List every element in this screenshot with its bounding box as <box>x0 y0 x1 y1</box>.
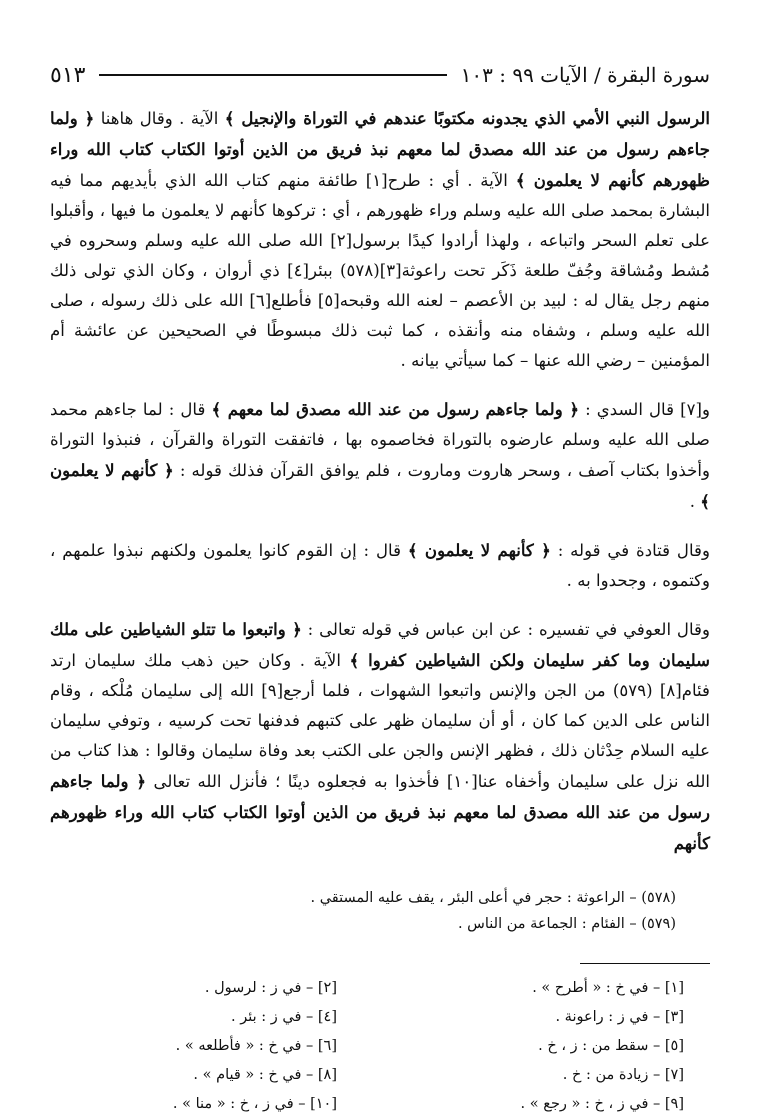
paragraph-text: قال : إن القوم كانوا يعلمون ولكنهم نبذوا علمهم ، وكتموه ، وجحدوا به . <box>50 541 710 590</box>
paragraph-text: الآية . وكان حين ذهب ملك سليمان ارتد فئام[٨] (٥٧٩) من الجن والإنس واتبعوا الشهوات ، فلما أرجع[٩] الله إلى سليمان مُلْكه ، وقام الناس على الدين كما كان ، أو أن سليمان ظهر على كتبهم فدفنها تحت كرسيه ، وتوفي سليمان عليه السلام حِدْثان ذلك ، فظهر الإنس والجن على الكتب بعد وفاة سليمان وقالوا : هذا كتاب من الله نزل على سليمان وأخفاه عنا[١٠] فأخذوا به فجعلوه دينًا ؛ فأنزل الله تعالى <box>50 651 710 791</box>
variant-note: [١٠] – في ز ، خ : « منا » . <box>172 1096 337 1112</box>
commentary-note: (٥٧٩) – الفئام : الجماعة من الناس . <box>457 916 676 932</box>
variant-note: [٢] – في ز : لرسول . <box>204 980 337 996</box>
quran-quote: الرسول النبي الأمي الذي يجدونه مكتوبًا عندهم في التوراة والإنجيل ﴾ <box>224 108 711 128</box>
body-text <box>50 103 710 859</box>
commentary-notes <box>50 885 710 937</box>
variant-note: [٥] – سقط من : ز ، خ . <box>538 1038 684 1054</box>
variant-note: [٦] – في خ : « فأطلعه » . <box>175 1038 337 1054</box>
body-paragraph <box>50 394 710 517</box>
commentary-note: (٥٧٨) – الراعوثة : حجر في أعلى البئر ، يقف عليه المستقي . <box>310 890 676 906</box>
variant-notes <box>50 974 710 1119</box>
variant-note: [١] – في خ : « أطرح » . <box>532 980 684 996</box>
variant-note: [٣] – في ز : راعونة . <box>555 1009 684 1025</box>
surah-title: سورة البقرة / الآيات ٩٩ : ١٠٣ <box>460 63 710 87</box>
paragraph-text: قال : لما جاءهم محمد صلى الله عليه وسلم عارضوه بالتوراة فخاصموه بها ، فاتفقت التوراة والقرآن ، فنبذوا التوراة وأخذوا بكتاب آصف ، وسحر هاروت وماروت ، فلم يوافق القرآن فذلك قوله : <box>50 400 710 480</box>
paragraph-text: الآية . أي : طرح[١] طائفة منهم كتاب الله الذي بأيديهم مما فيه البشارة بمحمد صلى الله عليه وسلم وراء ظهورهم ، أي : تركوها كأنهم لا يعلمون ما فيها ، وأقبلوا على تعلم السحر واتباعه ، ولهذا أرادوا كيدًا برسول[٢] الله صلى الله عليه وسلم وسحروه في مُشط ومُشاقة وجُفّ طلعة ذَكَر تحت راعوثة[٣](٥٧٨) ببئر[٤] ذي أروان ، وكان الذي تولى ذلك منهم رجل يقال له : لبيد بن الأعصم – لعنه الله وقبحه[٥] فأطلع[٦] الله على ذلك رسوله ، صلى الله عليه وسلم ، وشفاه منه وأنقذه ، كما ثبت ذلك مبسوطًا في الصحيحين عن عائشة أم المؤمنين – رضي الله عنها – كما سيأتي بيانه . <box>50 171 711 370</box>
variant-note: [٩] – في ز ، خ : « رجع » . <box>520 1096 684 1112</box>
book-page <box>50 55 711 1112</box>
body-paragraph <box>50 614 710 859</box>
quran-quote: ﴿ ولما جاءهم رسول من عند الله مصدق لما معهم نبذ فريق من الذين أوتوا الكتاب كتاب الله وراء ظهورهم كأنهم لا يعلمون ﴾ <box>50 108 711 190</box>
quran-quote: ﴿ واتبعوا ما تتلو الشياطين على ملك سليمان وما كفر سليمان ولكن الشياطين كفروا ﴾ <box>50 619 710 670</box>
paragraph-text: و[٧] قال السدي : <box>579 400 710 419</box>
quran-quote: ﴿ كأنهم لا يعلمون ﴾ <box>407 540 551 560</box>
body-paragraph <box>50 103 710 376</box>
paragraph-text: وقال قتادة في قوله : <box>550 541 710 560</box>
quran-quote: ﴿ ولما جاءهم رسول من عند الله مصدق لما معهم نبذ فريق من الذين أوتوا الكتاب كتاب الله وراء ظهورهم كأنهم <box>50 771 710 853</box>
variant-note: [٧] – زيادة من : خ . <box>562 1067 684 1083</box>
variant-note: [٨] – في خ : « قيام » . <box>193 1067 337 1083</box>
variant-note: [٤] – في ز : بئر . <box>231 1009 337 1025</box>
quran-quote: ﴿ ولما جاءهم رسول من عند الله مصدق لما معهم ﴾ <box>211 399 580 419</box>
paragraph-text: وقال العوفي في تفسيره : عن ابن عباس في قوله تعالى : <box>301 620 710 639</box>
footnote-rule <box>580 963 710 964</box>
header-rule <box>99 74 446 76</box>
body-paragraph <box>50 535 710 596</box>
running-header <box>50 55 710 95</box>
paragraph-text: الآية . وقال هاهنا <box>94 109 225 128</box>
quran-quote: ﴿ كأنهم لا يعلمون ﴾ <box>50 460 710 511</box>
page-number: ٥١٣ <box>50 62 86 88</box>
paragraph-text: . <box>689 492 701 511</box>
